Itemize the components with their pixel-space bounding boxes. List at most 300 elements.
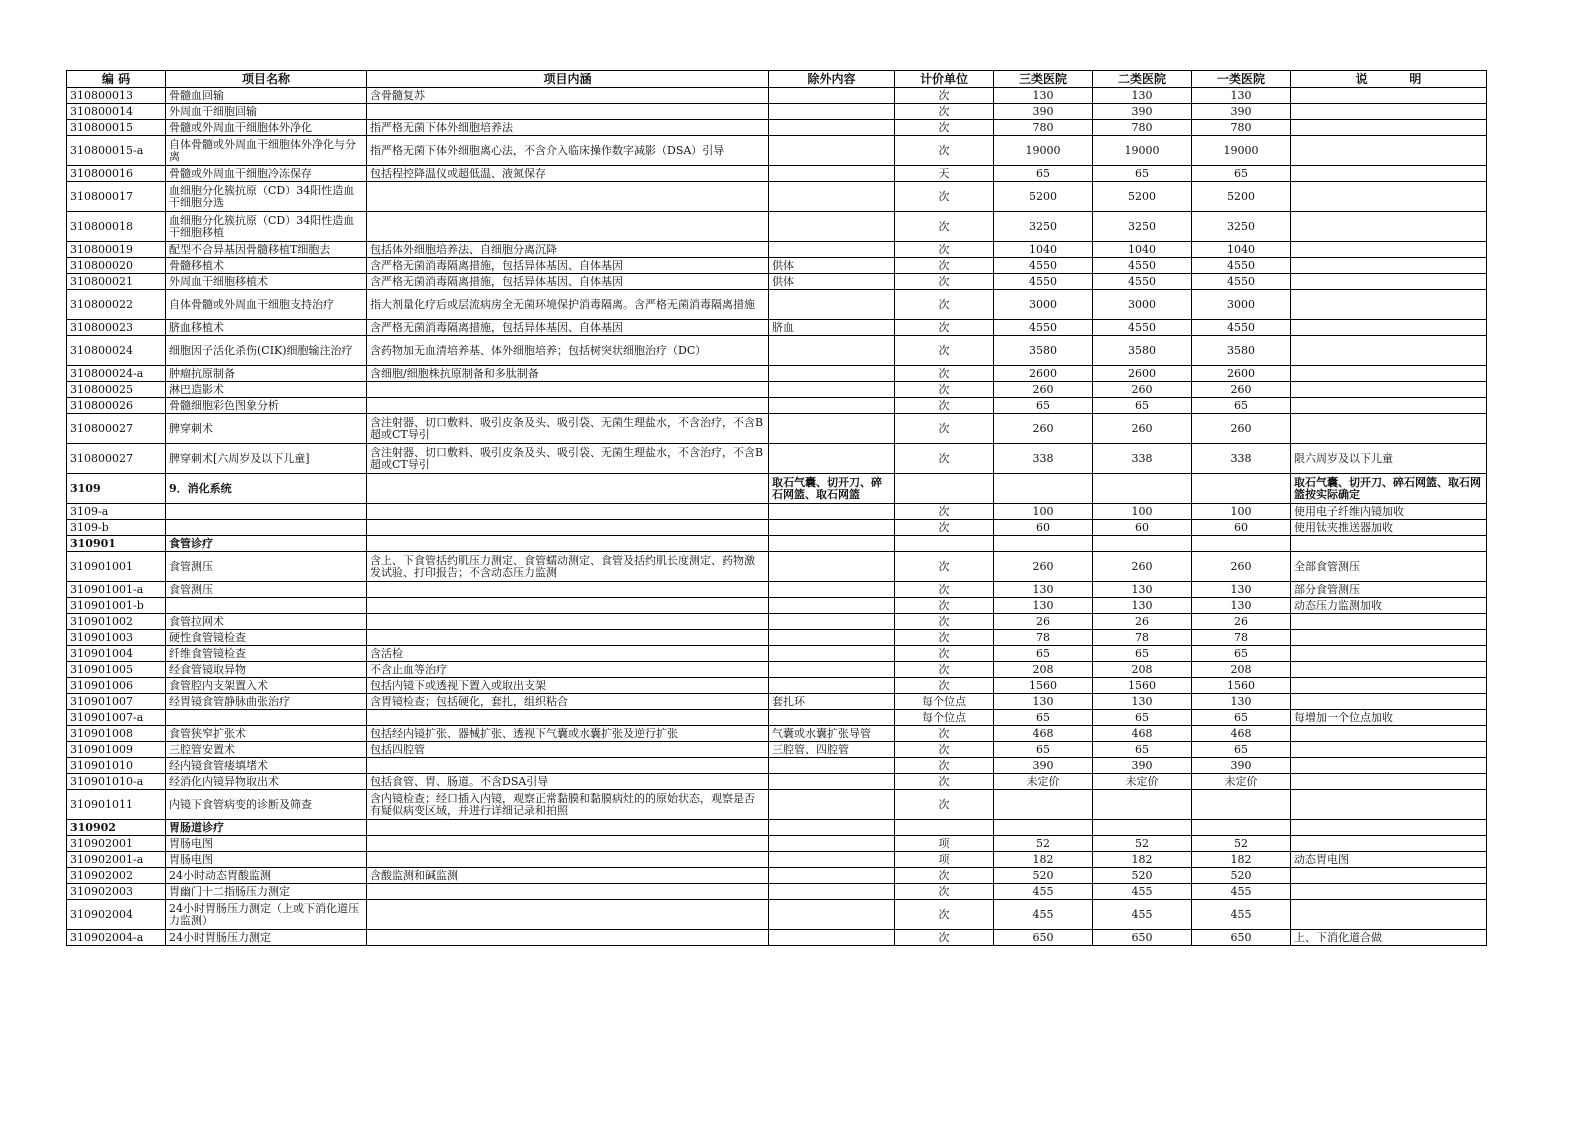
cell-note <box>1291 614 1487 630</box>
cell-content: 包括内镜下或透视下置入或取出支架 <box>367 678 769 694</box>
table-row <box>67 444 1487 474</box>
cell-exclusions <box>769 212 895 242</box>
cell-note <box>1291 774 1487 790</box>
cell-unit: 次 <box>895 398 994 414</box>
header-name: 项目名称 <box>166 71 367 88</box>
cell-name: 骨髓或外周血干细胞冷冻保存 <box>166 166 367 182</box>
table-row <box>67 726 1487 742</box>
cell-unit: 次 <box>895 900 994 930</box>
cell-code: 310901011 <box>67 790 166 820</box>
table-row <box>67 598 1487 614</box>
cell-code: 310901007 <box>67 694 166 710</box>
cell-unit: 次 <box>895 552 994 582</box>
cell-content <box>367 474 769 504</box>
cell-code: 310902004-a <box>67 930 166 946</box>
cell-class3-price: 65 <box>994 742 1093 758</box>
header-note: 说 明 <box>1291 71 1487 88</box>
cell-exclusions: 套扎环 <box>769 694 895 710</box>
cell-exclusions <box>769 444 895 474</box>
cell-code: 310800024-a <box>67 366 166 382</box>
cell-class2-price: 4550 <box>1093 258 1192 274</box>
cell-unit: 次 <box>895 182 994 212</box>
header-exclusions: 除外内容 <box>769 71 895 88</box>
header-row <box>67 71 1487 88</box>
cell-class3-price: 60 <box>994 520 1093 536</box>
cell-name: 脾穿刺术[六周岁及以下儿童] <box>166 444 367 474</box>
header-class2: 二类医院 <box>1093 71 1192 88</box>
cell-unit: 次 <box>895 774 994 790</box>
cell-name: 自体骨髓或外周血干细胞支持治疗 <box>166 290 367 320</box>
table-row <box>67 678 1487 694</box>
cell-note <box>1291 820 1487 836</box>
cell-note <box>1291 398 1487 414</box>
cell-note <box>1291 884 1487 900</box>
cell-code: 310901001-a <box>67 582 166 598</box>
cell-class3-price: 65 <box>994 398 1093 414</box>
cell-note: 每增加一个位点加收 <box>1291 710 1487 726</box>
cell-code: 3109-a <box>67 504 166 520</box>
cell-class1-price: 52 <box>1192 836 1291 852</box>
cell-content <box>367 582 769 598</box>
cell-content <box>367 382 769 398</box>
cell-note <box>1291 320 1487 336</box>
table-row <box>67 212 1487 242</box>
header-class1: 一类医院 <box>1192 71 1291 88</box>
cell-code: 310800016 <box>67 166 166 182</box>
cell-exclusions: 供体 <box>769 258 895 274</box>
cell-class3-price: 5200 <box>994 182 1093 212</box>
cell-class2-price: 未定价 <box>1093 774 1192 790</box>
cell-code: 310800021 <box>67 274 166 290</box>
cell-class3-price: 4550 <box>994 258 1093 274</box>
table-row <box>67 520 1487 536</box>
cell-note <box>1291 868 1487 884</box>
cell-code: 310901003 <box>67 630 166 646</box>
cell-code: 310800026 <box>67 398 166 414</box>
cell-note: 限六周岁及以下儿童 <box>1291 444 1487 474</box>
cell-content: 含严格无菌消毒隔离措施，包括异体基因、自体基因 <box>367 320 769 336</box>
cell-unit: 项 <box>895 836 994 852</box>
cell-name <box>166 710 367 726</box>
cell-class3-price: 未定价 <box>994 774 1093 790</box>
cell-exclusions <box>769 930 895 946</box>
cell-unit: 次 <box>895 336 994 366</box>
table-row <box>67 366 1487 382</box>
cell-unit: 次 <box>895 242 994 258</box>
cell-unit: 次 <box>895 88 994 104</box>
cell-unit: 次 <box>895 930 994 946</box>
cell-name: 24小时动态胃酸监测 <box>166 868 367 884</box>
cell-class2-price: 60 <box>1093 520 1192 536</box>
cell-code: 310800017 <box>67 182 166 212</box>
cell-class3-price: 182 <box>994 852 1093 868</box>
cell-exclusions: 三腔管、四腔管 <box>769 742 895 758</box>
cell-name: 经消化内镜异物取出术 <box>166 774 367 790</box>
cell-note <box>1291 136 1487 166</box>
cell-class3-price <box>994 536 1093 552</box>
cell-class3-price: 468 <box>994 726 1093 742</box>
cell-exclusions <box>769 166 895 182</box>
cell-exclusions <box>769 336 895 366</box>
cell-class1-price: 4550 <box>1192 274 1291 290</box>
cell-class3-price: 65 <box>994 166 1093 182</box>
cell-class2-price: 468 <box>1093 726 1192 742</box>
cell-class1-price <box>1192 820 1291 836</box>
cell-class2-price: 260 <box>1093 414 1192 444</box>
cell-class1-price: 5200 <box>1192 182 1291 212</box>
cell-content: 包括经内镜扩张、器械扩张、透视下气囊或水囊扩张及逆行扩张 <box>367 726 769 742</box>
cell-class3-price: 130 <box>994 582 1093 598</box>
cell-class1-price: 未定价 <box>1192 774 1291 790</box>
cell-class3-price: 65 <box>994 646 1093 662</box>
table-row <box>67 88 1487 104</box>
cell-exclusions <box>769 104 895 120</box>
table-row <box>67 182 1487 212</box>
cell-exclusions <box>769 630 895 646</box>
cell-code: 310902002 <box>67 868 166 884</box>
cell-unit: 次 <box>895 662 994 678</box>
cell-class1-price: 4550 <box>1192 258 1291 274</box>
cell-unit: 次 <box>895 366 994 382</box>
cell-class2-price: 26 <box>1093 614 1192 630</box>
cell-unit: 次 <box>895 258 994 274</box>
cell-unit: 次 <box>895 212 994 242</box>
table-row <box>67 166 1487 182</box>
table-row <box>67 398 1487 414</box>
cell-exclusions: 供体 <box>769 274 895 290</box>
cell-name: 胃肠道诊疗 <box>166 820 367 836</box>
cell-note <box>1291 678 1487 694</box>
cell-content <box>367 504 769 520</box>
cell-unit: 次 <box>895 414 994 444</box>
cell-name: 9．消化系统 <box>166 474 367 504</box>
cell-content: 不含止血等治疗 <box>367 662 769 678</box>
cell-class2-price: 65 <box>1093 646 1192 662</box>
cell-class2-price: 3580 <box>1093 336 1192 366</box>
cell-exclusions <box>769 790 895 820</box>
cell-content <box>367 710 769 726</box>
cell-name: 外周血干细胞回输 <box>166 104 367 120</box>
cell-name: 食管测压 <box>166 552 367 582</box>
cell-unit: 次 <box>895 382 994 398</box>
cell-class2-price: 780 <box>1093 120 1192 136</box>
cell-class1-price: 78 <box>1192 630 1291 646</box>
cell-class3-price <box>994 474 1093 504</box>
cell-unit: 次 <box>895 598 994 614</box>
cell-exclusions <box>769 598 895 614</box>
cell-class1-price: 65 <box>1192 646 1291 662</box>
cell-class1-price: 130 <box>1192 88 1291 104</box>
table-row <box>67 382 1487 398</box>
cell-exclusions <box>769 710 895 726</box>
cell-name: 纤维食管镜检查 <box>166 646 367 662</box>
cell-name: 血细胞分化簇抗原（CD）34阳性造血干细胞移植 <box>166 212 367 242</box>
cell-exclusions <box>769 646 895 662</box>
cell-code: 310901001 <box>67 552 166 582</box>
cell-note: 使用电子纤维内镜加收 <box>1291 504 1487 520</box>
table-row <box>67 536 1487 552</box>
cell-note <box>1291 88 1487 104</box>
cell-class1-price: 130 <box>1192 598 1291 614</box>
cell-code: 310901009 <box>67 742 166 758</box>
table-row <box>67 884 1487 900</box>
cell-code: 310800015 <box>67 120 166 136</box>
cell-class2-price: 520 <box>1093 868 1192 884</box>
header-class3: 三类医院 <box>994 71 1093 88</box>
price-sheet <box>66 70 1486 946</box>
table-body <box>67 88 1487 946</box>
cell-content <box>367 536 769 552</box>
cell-class3-price: 100 <box>994 504 1093 520</box>
cell-class3-price: 650 <box>994 930 1093 946</box>
cell-exclusions <box>769 536 895 552</box>
cell-exclusions <box>769 868 895 884</box>
cell-class3-price: 4550 <box>994 320 1093 336</box>
cell-class3-price: 4550 <box>994 274 1093 290</box>
cell-content <box>367 212 769 242</box>
cell-class1-price: 19000 <box>1192 136 1291 166</box>
cell-note <box>1291 242 1487 258</box>
cell-class2-price: 130 <box>1093 598 1192 614</box>
cell-content: 包括程控降温仪或超低温、液氮保存 <box>367 166 769 182</box>
cell-class1-price: 3000 <box>1192 290 1291 320</box>
price-table <box>66 70 1487 946</box>
cell-name: 自体骨髓或外周血干细胞体外净化与分离 <box>166 136 367 166</box>
cell-code: 310800024 <box>67 336 166 366</box>
cell-class3-price: 455 <box>994 884 1093 900</box>
cell-content: 含内镜检查；经口插入内镜，观察正常黏膜和黏膜病灶的的原始状态，观察是否有疑似病变区域，并进行详细记录和拍照 <box>367 790 769 820</box>
cell-class3-price: 52 <box>994 836 1093 852</box>
table-row <box>67 336 1487 366</box>
table-row <box>67 774 1487 790</box>
cell-unit: 次 <box>895 646 994 662</box>
cell-code: 310901002 <box>67 614 166 630</box>
cell-class2-price: 130 <box>1093 88 1192 104</box>
cell-name: 食管测压 <box>166 582 367 598</box>
table-row <box>67 710 1487 726</box>
cell-content: 包括体外细胞培养法、自细胞分离沉降 <box>367 242 769 258</box>
cell-class2-price: 19000 <box>1093 136 1192 166</box>
cell-class2-price: 650 <box>1093 930 1192 946</box>
cell-exclusions <box>769 836 895 852</box>
cell-class3-price: 390 <box>994 104 1093 120</box>
cell-class2-price: 1560 <box>1093 678 1192 694</box>
cell-unit: 天 <box>895 166 994 182</box>
cell-name: 经食管镜取异物 <box>166 662 367 678</box>
cell-code: 3109-b <box>67 520 166 536</box>
cell-name: 骨髓或外周血干细胞体外净化 <box>166 120 367 136</box>
cell-class3-price: 3250 <box>994 212 1093 242</box>
cell-class2-price: 130 <box>1093 694 1192 710</box>
cell-class2-price: 208 <box>1093 662 1192 678</box>
table-row <box>67 758 1487 774</box>
cell-unit: 次 <box>895 290 994 320</box>
cell-note <box>1291 274 1487 290</box>
cell-content: 含严格无菌消毒隔离措施，包括异体基因、自体基因 <box>367 274 769 290</box>
table-row <box>67 662 1487 678</box>
cell-note <box>1291 414 1487 444</box>
cell-class1-price: 520 <box>1192 868 1291 884</box>
cell-class1-price: 65 <box>1192 398 1291 414</box>
cell-class1-price: 130 <box>1192 694 1291 710</box>
table-row <box>67 414 1487 444</box>
cell-note <box>1291 258 1487 274</box>
cell-class2-price: 4550 <box>1093 274 1192 290</box>
cell-code: 310901007-a <box>67 710 166 726</box>
table-row <box>67 258 1487 274</box>
cell-note: 全部食管测压 <box>1291 552 1487 582</box>
cell-exclusions <box>769 120 895 136</box>
cell-class3-price: 1040 <box>994 242 1093 258</box>
cell-class2-price: 65 <box>1093 166 1192 182</box>
cell-class3-price: 2600 <box>994 366 1093 382</box>
cell-class3-price: 260 <box>994 552 1093 582</box>
cell-exclusions <box>769 678 895 694</box>
table-row <box>67 742 1487 758</box>
cell-code: 310901006 <box>67 678 166 694</box>
cell-class3-price: 1560 <box>994 678 1093 694</box>
cell-class2-price <box>1093 820 1192 836</box>
cell-class1-price: 780 <box>1192 120 1291 136</box>
cell-name: 24小时胃肠压力测定 <box>166 930 367 946</box>
cell-note <box>1291 790 1487 820</box>
cell-exclusions <box>769 382 895 398</box>
cell-unit: 每个位点 <box>895 694 994 710</box>
cell-content <box>367 614 769 630</box>
cell-content: 指大剂量化疗后或层流病房全无菌环境保护消毒隔离。含严格无菌消毒隔离措施 <box>367 290 769 320</box>
cell-note <box>1291 742 1487 758</box>
cell-content: 含活检 <box>367 646 769 662</box>
cell-class1-price: 260 <box>1192 552 1291 582</box>
cell-class1-price: 100 <box>1192 504 1291 520</box>
cell-exclusions <box>769 290 895 320</box>
cell-class1-price: 3580 <box>1192 336 1291 366</box>
cell-unit: 次 <box>895 136 994 166</box>
cell-class3-price: 65 <box>994 710 1093 726</box>
cell-code: 310901004 <box>67 646 166 662</box>
cell-exclusions <box>769 398 895 414</box>
cell-class2-price: 5200 <box>1093 182 1192 212</box>
cell-unit: 次 <box>895 320 994 336</box>
cell-code: 310901 <box>67 536 166 552</box>
cell-note <box>1291 120 1487 136</box>
cell-note <box>1291 836 1487 852</box>
cell-exclusions <box>769 852 895 868</box>
cell-class1-price <box>1192 536 1291 552</box>
cell-unit: 次 <box>895 120 994 136</box>
cell-code: 310800018 <box>67 212 166 242</box>
table-row <box>67 474 1487 504</box>
cell-class2-price: 100 <box>1093 504 1192 520</box>
cell-content: 含注射器、切口敷料、吸引皮条及头、吸引袋、无菌生理盐水，不含治疗，不含B超或CT导引 <box>367 414 769 444</box>
cell-class1-price: 208 <box>1192 662 1291 678</box>
cell-class3-price: 130 <box>994 88 1093 104</box>
cell-note <box>1291 662 1487 678</box>
cell-name: 细胞因子活化杀伤(CIK)细胞输注治疗 <box>166 336 367 366</box>
table-row <box>67 790 1487 820</box>
cell-class1-price: 182 <box>1192 852 1291 868</box>
table-row <box>67 852 1487 868</box>
cell-code: 310902001 <box>67 836 166 852</box>
cell-content: 含骨髓复苏 <box>367 88 769 104</box>
cell-content <box>367 630 769 646</box>
cell-exclusions <box>769 414 895 444</box>
cell-class1-price: 130 <box>1192 582 1291 598</box>
cell-name: 经胃镜食管静脉曲张治疗 <box>166 694 367 710</box>
cell-class1-price: 60 <box>1192 520 1291 536</box>
cell-exclusions <box>769 552 895 582</box>
cell-code: 310800027 <box>67 414 166 444</box>
cell-class1-price: 260 <box>1192 414 1291 444</box>
cell-class3-price: 19000 <box>994 136 1093 166</box>
cell-class2-price: 3250 <box>1093 212 1192 242</box>
cell-unit <box>895 820 994 836</box>
table-row <box>67 930 1487 946</box>
cell-content <box>367 104 769 120</box>
cell-code: 310901010-a <box>67 774 166 790</box>
cell-content: 含胃镜检查；包括硬化，套扎，组织粘合 <box>367 694 769 710</box>
cell-class3-price: 26 <box>994 614 1093 630</box>
cell-note <box>1291 726 1487 742</box>
cell-content <box>367 900 769 930</box>
cell-name: 食管腔内支架置入术 <box>166 678 367 694</box>
table-row <box>67 104 1487 120</box>
cell-name: 脐血移植术 <box>166 320 367 336</box>
cell-note <box>1291 630 1487 646</box>
cell-exclusions <box>769 136 895 166</box>
cell-class2-price: 130 <box>1093 582 1192 598</box>
cell-content: 包括四腔管 <box>367 742 769 758</box>
cell-exclusions <box>769 758 895 774</box>
cell-class2-price: 1040 <box>1093 242 1192 258</box>
cell-code: 310901005 <box>67 662 166 678</box>
cell-class3-price: 338 <box>994 444 1093 474</box>
table-row <box>67 320 1487 336</box>
cell-code: 310902001-a <box>67 852 166 868</box>
cell-name: 骨髓移植术 <box>166 258 367 274</box>
cell-note <box>1291 104 1487 120</box>
cell-name: 内镜下食管病变的诊断及筛查 <box>166 790 367 820</box>
cell-class3-price: 3000 <box>994 290 1093 320</box>
cell-unit: 次 <box>895 582 994 598</box>
cell-class2-price: 390 <box>1093 758 1192 774</box>
cell-code: 310902004 <box>67 900 166 930</box>
cell-class2-price <box>1093 474 1192 504</box>
cell-name <box>166 504 367 520</box>
table-row <box>67 900 1487 930</box>
cell-code: 310800015-a <box>67 136 166 166</box>
cell-code: 310901010 <box>67 758 166 774</box>
cell-class2-price: 2600 <box>1093 366 1192 382</box>
cell-unit: 次 <box>895 630 994 646</box>
cell-class2-price: 338 <box>1093 444 1192 474</box>
table-row <box>67 136 1487 166</box>
cell-content: 包括食管、胃、肠道。不含DSA引导 <box>367 774 769 790</box>
cell-content: 含上、下食管括约肌压力测定、食管蠕动测定、食管及括约肌长度测定、药物激发试验、打印报告；不含动态压力监测 <box>367 552 769 582</box>
cell-exclusions <box>769 884 895 900</box>
cell-class3-price: 260 <box>994 414 1093 444</box>
cell-unit <box>895 536 994 552</box>
cell-class2-price: 260 <box>1093 552 1192 582</box>
cell-name: 外周血干细胞移植术 <box>166 274 367 290</box>
cell-code: 3109 <box>67 474 166 504</box>
cell-code: 310800014 <box>67 104 166 120</box>
cell-code: 310800020 <box>67 258 166 274</box>
cell-name: 胃肠电图 <box>166 836 367 852</box>
cell-code: 310902003 <box>67 884 166 900</box>
cell-exclusions <box>769 614 895 630</box>
cell-note <box>1291 336 1487 366</box>
